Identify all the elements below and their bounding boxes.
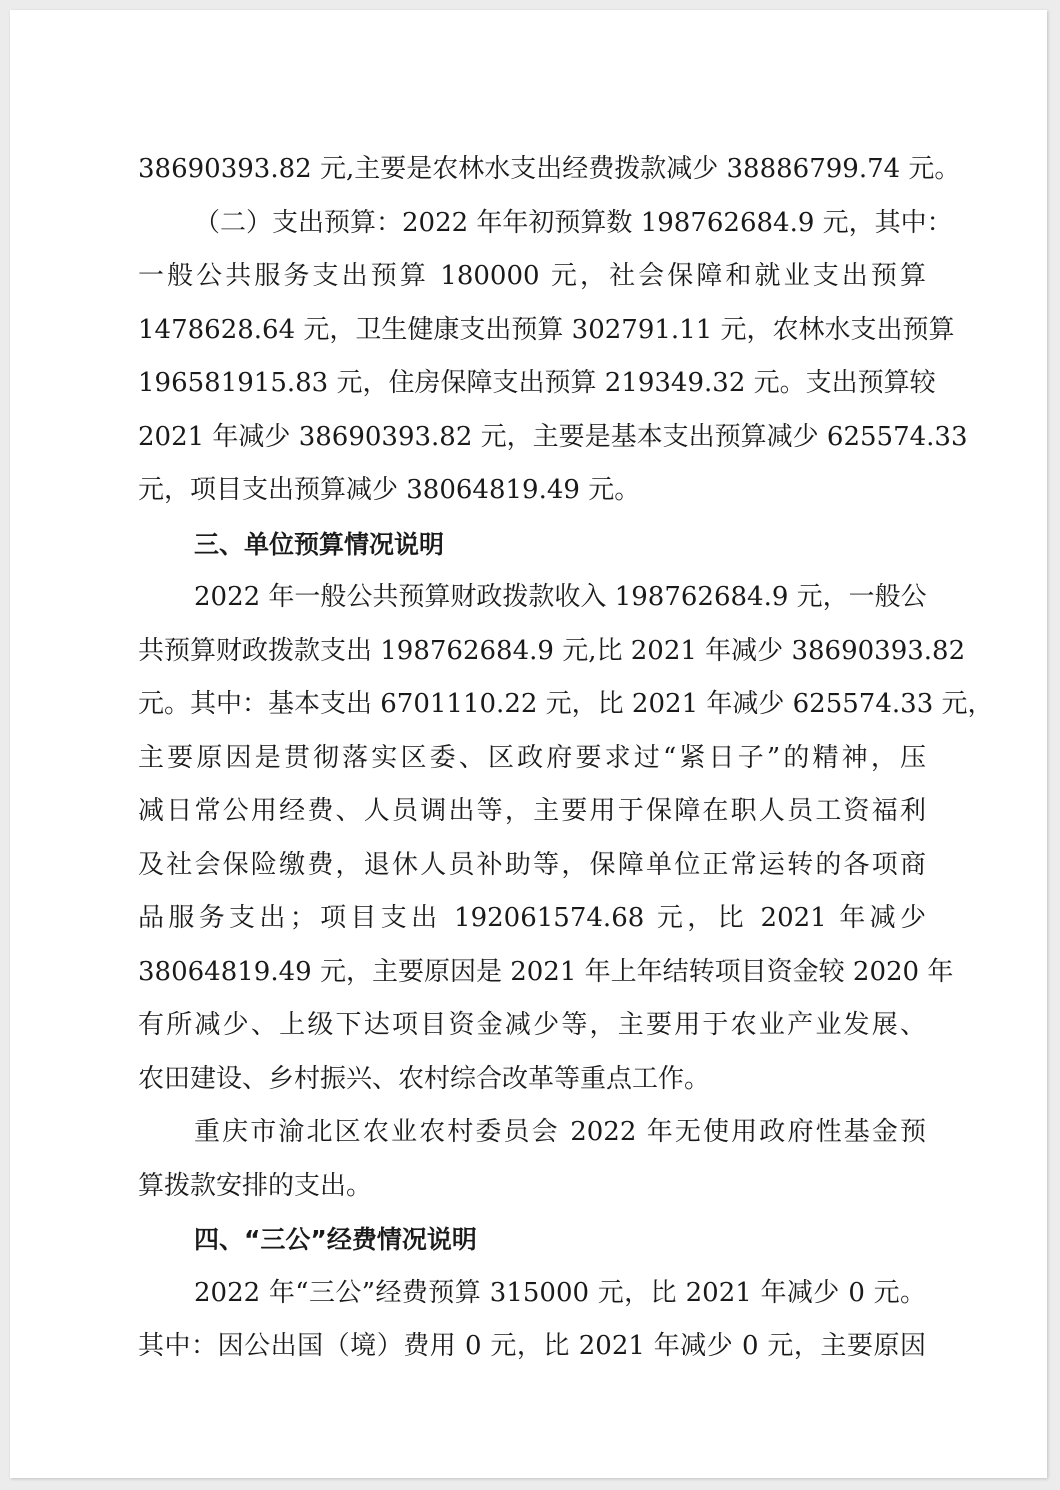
paragraph-line: 1478628.64 元，卫生健康支出预算 302791.11 元，农林水支出预算 — [138, 314, 955, 345]
document-body — [138, 143, 994, 1374]
section-heading: 四、“三公”经费情况说明 — [194, 1225, 477, 1254]
paragraph-line: 算拨款安排的支出。 — [138, 1170, 373, 1201]
document-page — [10, 10, 1047, 1478]
paragraph-line: 减日常公用经费、人员调出等，主要用于保障在职人员工资福利 — [138, 796, 926, 826]
paragraph-line: 元，项目支出预算减少 38064819.49 元。 — [138, 475, 641, 505]
paragraph-line: 一般公共服务支出预算 180000 元，社会保障和就业支出预算 — [138, 261, 926, 291]
paragraph-line: 重庆市渝北区农业农村委员会 2022 年无使用政府性基金预 — [194, 1117, 926, 1147]
paragraph-line: 主要原因是贯彻落实区委、区政府要求过“紧日子”的精神，压 — [138, 742, 926, 773]
paragraph-line: 元。其中：基本支出 6701110.22 元，比 2021 年减少 625574.33 元， — [138, 689, 994, 719]
paragraph-line: 品服务支出；项目支出 192061574.68 元，比 2021 年减少 — [138, 903, 926, 933]
paragraph-line: 有所减少、上级下达项目资金减少等，主要用于农业产业发展、 — [138, 1010, 926, 1040]
paragraph-line: 2022 年一般公共预算财政拨款收入 198762684.9 元，一般公 — [194, 582, 927, 612]
section-heading: 三、单位预算情况说明 — [194, 529, 445, 559]
paragraph-line: 2021 年减少 38690393.82 元，主要是基本支出预算减少 625574.33 — [138, 421, 968, 452]
paragraph-line: 其中：因公出国（境）费用 0 元，比 2021 年减少 0 元，主要原因 — [138, 1331, 926, 1361]
paragraph-line: （二）支出预算：2022 年年初预算数 198762684.9 元，其中： — [194, 207, 953, 238]
paragraph-line: 38690393.82 元,主要是农林水支出经费拨款减少 38886799.74 元。 — [138, 154, 961, 184]
paragraph-line: 共预算财政拨款支出 198762684.9 元,比 2021 年减少 38690393.82 — [138, 635, 966, 666]
paragraph-line: 38064819.49 元，主要原因是 2021 年上年结转项目资金较 2020 年 — [138, 956, 954, 987]
paragraph-line: 农田建设、乡村振兴、农村综合改革等重点工作。 — [138, 1063, 711, 1094]
paragraph-line: 2022 年“三公”经费预算 315000 元，比 2021 年减少 0 元。 — [194, 1277, 926, 1308]
paragraph-line: 196581915.83 元，住房保障支出预算 219349.32 元。支出预算较 — [138, 368, 936, 398]
paragraph-line: 及社会保险缴费，退休人员补助等，保障单位正常运转的各项商 — [138, 849, 926, 880]
